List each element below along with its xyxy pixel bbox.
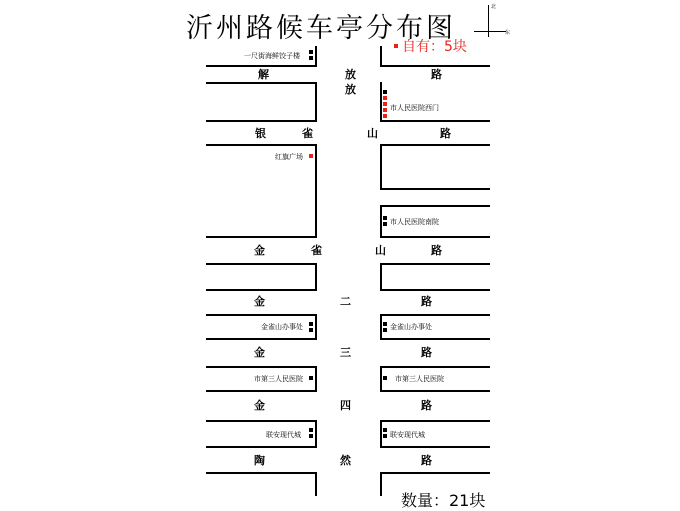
road-char: 路 [440, 127, 451, 140]
road-char: 金 [254, 244, 265, 257]
road-char: 山 [367, 127, 378, 140]
block-edge [380, 46, 382, 66]
block-edge [206, 390, 317, 392]
road-char: 放 [345, 68, 356, 81]
block-edge [380, 314, 382, 340]
block-edge [380, 144, 490, 146]
legend-owned-marker [394, 44, 398, 48]
road-char: 路 [421, 399, 432, 412]
road-char: 解 [258, 68, 269, 81]
block-edge [206, 82, 317, 84]
shelter-marker [383, 376, 387, 380]
block-edge [380, 366, 490, 368]
owned-shelter-marker [383, 108, 387, 112]
block-edge [380, 263, 490, 265]
road-char: 三 [340, 346, 351, 359]
block-edge [380, 472, 490, 474]
legend-owned-count: 自有：5块 [402, 39, 467, 55]
block-edge [206, 338, 317, 340]
block-edge [380, 205, 382, 238]
shelter-marker [309, 376, 313, 380]
block-edge [380, 420, 490, 422]
station-label: 市人民医院南院 [390, 218, 439, 226]
block-edge [315, 366, 317, 392]
block-edge [206, 420, 317, 422]
road-char: 山 [375, 244, 386, 257]
block-edge [315, 46, 317, 66]
road-char: 金 [254, 346, 265, 359]
station-label: 联安现代城 [390, 431, 425, 439]
owned-shelter-marker [309, 154, 313, 158]
compass-vertical-axis [488, 5, 489, 37]
block-edge [380, 420, 382, 448]
shelter-marker [383, 328, 387, 332]
block-edge [315, 472, 317, 496]
shelter-marker [383, 90, 387, 94]
block-edge [206, 366, 317, 368]
block-edge [315, 82, 317, 122]
station-label: 金雀山办事处 [390, 323, 432, 331]
shelter-marker [309, 56, 313, 60]
station-label: 市第三人民医院 [395, 375, 444, 383]
compass-horizontal-axis [474, 31, 506, 32]
owned-shelter-marker [383, 114, 387, 118]
block-edge [206, 446, 317, 448]
block-edge [380, 263, 382, 291]
shelter-marker [309, 322, 313, 326]
block-edge [315, 144, 317, 238]
block-edge [380, 289, 490, 291]
road-char: 路 [421, 295, 432, 308]
owned-shelter-marker [383, 102, 387, 106]
block-edge [315, 420, 317, 448]
block-edge [380, 236, 490, 238]
road-char: 然 [340, 454, 351, 467]
block-edge [206, 289, 317, 291]
station-label: 一尺街海鲜饺子楼 [244, 52, 300, 60]
block-edge [380, 338, 490, 340]
block-edge [206, 314, 317, 316]
road-label-fang: 放 [345, 83, 356, 96]
station-label: 联安现代城 [266, 431, 301, 439]
block-edge [206, 236, 317, 238]
road-char: 路 [431, 244, 442, 257]
block-edge [206, 65, 317, 67]
road-char: 雀 [311, 244, 322, 257]
road-char: 金 [254, 399, 265, 412]
station-label: 红旗广场 [275, 153, 303, 161]
station-label: 市第三人民医院 [254, 375, 303, 383]
block-edge [206, 144, 317, 146]
road-char: 银 [255, 127, 266, 140]
block-edge [206, 472, 317, 474]
block-edge [315, 314, 317, 340]
block-edge [206, 263, 317, 265]
road-char: 路 [421, 454, 432, 467]
block-edge [206, 120, 317, 122]
block-edge [380, 188, 490, 190]
shelter-marker [309, 428, 313, 432]
road-char: 二 [340, 295, 351, 308]
road-char: 四 [340, 399, 351, 412]
block-edge [380, 205, 490, 207]
block-edge [380, 314, 490, 316]
road-char: 路 [431, 68, 442, 81]
station-label: 金雀山办事处 [261, 323, 303, 331]
shelter-marker [383, 434, 387, 438]
block-edge [380, 65, 490, 67]
shelter-marker [309, 328, 313, 332]
station-label: 市人民医院西门 [390, 104, 439, 112]
shelter-marker [309, 434, 313, 438]
block-edge [380, 82, 382, 122]
road-char: 雀 [302, 127, 313, 140]
block-edge [380, 120, 490, 122]
block-edge [380, 472, 382, 496]
total-count: 数量：21块 [401, 491, 486, 510]
block-edge [315, 263, 317, 291]
block-edge [380, 390, 490, 392]
block-edge [380, 144, 382, 190]
road-char: 金 [254, 295, 265, 308]
shelter-marker [383, 428, 387, 432]
block-edge [380, 366, 382, 392]
compass-north-label: 北 [491, 4, 497, 10]
shelter-marker [383, 322, 387, 326]
map-title: 沂州路候车亭分布图 [186, 13, 456, 44]
road-char: 陶 [254, 454, 265, 467]
shelter-marker [309, 50, 313, 54]
compass-east-label: 东 [505, 30, 511, 36]
owned-shelter-marker [383, 96, 387, 100]
shelter-marker [383, 216, 387, 220]
road-char: 路 [421, 346, 432, 359]
shelter-marker [383, 222, 387, 226]
block-edge [380, 446, 490, 448]
